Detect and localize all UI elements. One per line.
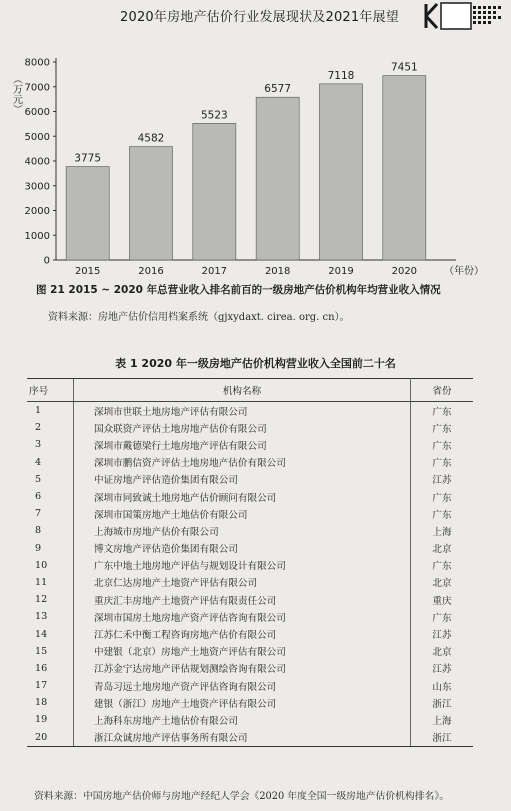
row-province: 浙江 <box>432 698 452 710</box>
table-row <box>27 471 473 488</box>
row-index: 1 <box>35 405 42 417</box>
y-tick-label: 7000 <box>24 82 50 94</box>
row-index: 3 <box>35 439 42 451</box>
row-index: 7 <box>35 508 42 520</box>
row-index: 6 <box>35 491 42 503</box>
x-tick-label: 2018 <box>264 266 291 277</box>
row-province: 广东 <box>432 423 452 435</box>
bar <box>319 84 362 260</box>
bar <box>383 76 426 260</box>
revenue-bar-chart <box>0 40 511 280</box>
row-province: 广东 <box>432 612 452 624</box>
header-province: 省份 <box>411 379 474 402</box>
table-row <box>27 608 473 625</box>
header-index: 序号 <box>27 379 74 402</box>
row-name: 深圳市戴德梁行土地房地产评估有限公司 <box>74 436 411 453</box>
y-tick-label: 8000 <box>24 57 50 69</box>
row-index: 4 <box>35 456 42 468</box>
bar-value-label: 4582 <box>137 132 165 145</box>
row-index: 18 <box>35 697 48 709</box>
y-tick-label: 4000 <box>24 156 50 168</box>
table-row <box>27 505 473 522</box>
table-row <box>27 540 473 557</box>
row-index: 2 <box>35 422 42 434</box>
row-province: 江苏 <box>432 475 452 487</box>
table-row <box>27 557 473 574</box>
row-province: 上海 <box>432 715 452 727</box>
row-province: 广东 <box>432 440 452 452</box>
y-tick-label: 6000 <box>24 107 50 118</box>
ranking-table <box>27 378 473 747</box>
row-index: 8 <box>35 525 42 537</box>
row-name: 青岛习远土地房地产资产评估咨询有限公司 <box>74 677 411 694</box>
row-province: 广东 <box>432 458 452 470</box>
x-axis-label: （年份） <box>444 266 484 277</box>
row-index: 20 <box>27 729 74 747</box>
table-row <box>27 522 473 539</box>
bar <box>66 167 109 260</box>
table-source-note: 资料来源：中国房地产估价师与房地产经纪人学会《2020 年度全国一级房地产估价机构排名》。 <box>34 791 450 802</box>
row-name: 浙江众诚房地产评估事务所有限公司 <box>74 729 411 747</box>
chart-container <box>0 40 511 280</box>
row-province: 山东 <box>432 681 452 693</box>
row-index: 15 <box>35 645 48 657</box>
x-tick-label: 2020 <box>391 266 418 277</box>
table-body <box>27 402 473 747</box>
row-index: 19 <box>35 714 48 726</box>
x-tick-label: 2015 <box>74 266 101 277</box>
bar-value-label: 6577 <box>264 83 292 96</box>
bar-value-label: 7451 <box>390 61 418 74</box>
table-row <box>27 660 473 677</box>
x-tick-label: 2016 <box>138 266 164 277</box>
table-row <box>27 729 473 747</box>
row-name: 上海城市房地产估价有限公司 <box>74 522 411 539</box>
x-tick-label: 2019 <box>328 266 354 277</box>
row-name: 上海科东房地产土地估价有限公司 <box>74 711 411 728</box>
row-name: 江苏仁禾中衡工程咨询房地产估价有限公司 <box>74 625 411 642</box>
row-index: 11 <box>35 576 48 588</box>
bar <box>129 147 172 260</box>
row-name: 深圳市同致诚土地房地产估价顾问有限公司 <box>74 488 411 505</box>
row-province: 北京 <box>432 647 452 659</box>
row-name: 博文房地产评估造价集团有限公司 <box>74 540 411 557</box>
row-name: 深圳市国房土地房地产资产评估咨询有限公司 <box>74 608 411 625</box>
table-row <box>27 643 473 660</box>
row-province: 北京 <box>432 544 452 556</box>
y-axis-label: （万元） <box>10 74 22 114</box>
table-row <box>27 711 473 728</box>
row-name: 广东中地土地房地产评估与规划设计有限公司 <box>74 557 411 574</box>
y-tick-label: 2000 <box>24 206 50 217</box>
bar-value-label: 7118 <box>327 69 355 82</box>
bar-value-label: 5523 <box>200 109 228 122</box>
table-row <box>27 694 473 711</box>
header-name: 机构名称 <box>74 379 411 402</box>
row-name: 建银（浙江）房地产土地资产评估有限公司 <box>74 694 411 711</box>
y-tick-label: 5000 <box>24 131 50 143</box>
row-index: 9 <box>35 542 42 554</box>
y-tick-label: 1000 <box>24 230 50 242</box>
row-name: 中建银（北京）房地产土地资产评估有限公司 <box>74 643 411 660</box>
row-index: 12 <box>35 594 48 606</box>
bar-value-label: 3775 <box>74 152 102 165</box>
bar <box>193 123 236 260</box>
row-index: 14 <box>35 628 48 640</box>
y-tick-label: 3000 <box>24 181 50 193</box>
row-name: 重庆汇丰房地产土地资产评估有限责任公司 <box>74 591 411 608</box>
bar <box>256 97 299 260</box>
row-name: 国众联资产评估土地房地产估价有限公司 <box>74 419 411 436</box>
table-header-row <box>27 379 473 402</box>
table-row <box>27 436 473 453</box>
row-province: 江苏 <box>432 630 452 642</box>
table-row <box>27 402 473 420</box>
table-row <box>27 591 473 608</box>
row-name: 江苏金宁达房地产评估规划测绘咨询有限公司 <box>74 660 411 677</box>
row-index: 10 <box>35 559 48 571</box>
table-row <box>27 625 473 642</box>
row-province: 北京 <box>432 578 452 590</box>
x-tick-label: 2017 <box>201 266 228 277</box>
row-name: 深圳市国策房地产土地估价有限公司 <box>74 505 411 522</box>
logo-mark <box>423 0 507 32</box>
row-name: 深圳市世联土地房地产评估有限公司 <box>74 402 411 420</box>
table-row <box>27 677 473 694</box>
row-province: 重庆 <box>432 595 452 607</box>
row-province: 广东 <box>432 561 452 573</box>
row-province: 上海 <box>432 526 452 538</box>
row-name: 中证房地产评估造价集团有限公司 <box>74 471 411 488</box>
row-name: 北京仁达房地产土地资产评估有限公司 <box>74 574 411 591</box>
row-province: 广东 <box>432 492 452 504</box>
figure-caption: 图 21 2015 ~ 2020 年总营业收入排名前百的一级房地产估价机构年均营业收入情况 <box>36 284 441 296</box>
y-tick-label: 0 <box>43 255 50 267</box>
row-index: 5 <box>35 473 42 485</box>
row-index: 16 <box>35 662 48 674</box>
row-province: 广东 <box>432 406 452 418</box>
page-header-title: 2020年房地产估价行业发展现状及2021年展望 <box>120 10 399 25</box>
row-province: 江苏 <box>432 664 452 676</box>
figure-source-note: 资料来源：房地产估价信用档案系统（gjxydaxt. cirea. org. cn）。 <box>48 312 350 323</box>
row-province: 广东 <box>432 509 452 521</box>
row-index: 13 <box>35 611 48 623</box>
table-row <box>27 488 473 505</box>
table-row <box>27 419 473 436</box>
table-row <box>27 574 473 591</box>
table-row <box>27 454 473 471</box>
row-index: 17 <box>35 680 48 692</box>
row-province: 浙江 <box>411 729 474 747</box>
table-title: 表 1 2020 年一级房地产估价机构营业收入全国前二十名 <box>115 357 396 370</box>
row-name: 深圳市鹏信资产评估土地房地产估价有限公司 <box>74 454 411 471</box>
